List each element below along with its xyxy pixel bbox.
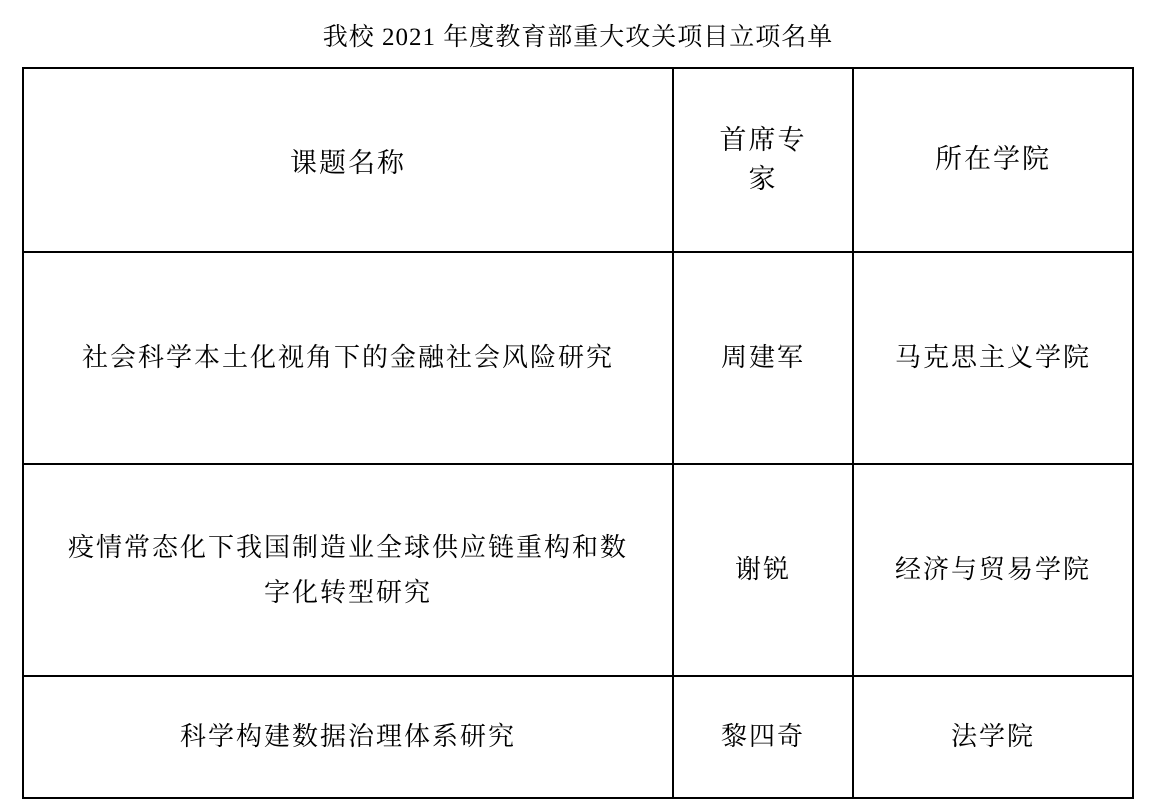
cell-chief-expert: 黎四奇 (673, 676, 853, 798)
column-header-college: 所在学院 (853, 68, 1133, 252)
cell-college: 马克思主义学院 (853, 252, 1133, 464)
cell-college: 经济与贸易学院 (853, 464, 1133, 676)
table-header (23, 68, 1133, 252)
project-listing-table (22, 67, 1134, 799)
cell-project-title: 社会科学本土化视角下的金融社会风险研究 (23, 252, 673, 464)
column-header-chief-expert: 首席专家 (673, 68, 853, 252)
column-header-project-title: 课题名称 (23, 68, 673, 252)
cell-chief-expert: 谢锐 (673, 464, 853, 676)
table-row (23, 464, 1133, 676)
cell-project-title: 科学构建数据治理体系研究 (23, 676, 673, 798)
cell-chief-expert: 周建军 (673, 252, 853, 464)
table-body (23, 252, 1133, 798)
page-title: 我校 2021 年度教育部重大攻关项目立项名单 (322, 24, 834, 51)
cell-project-title: 疫情常态化下我国制造业全球供应链重构和数字化转型研究 (23, 464, 673, 676)
cell-college: 法学院 (853, 676, 1133, 798)
table-row (23, 676, 1133, 798)
table-row (23, 252, 1133, 464)
table-header-row (23, 68, 1133, 252)
